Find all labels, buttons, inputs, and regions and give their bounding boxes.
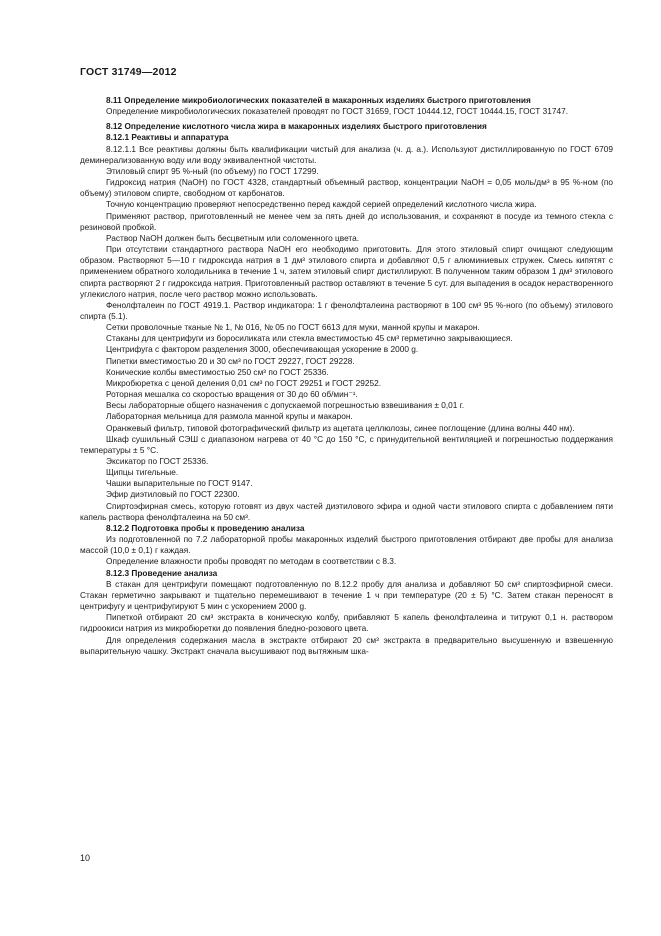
body-paragraph: Эфир диэтиловый по ГОСТ 22300. [106,489,240,500]
body-paragraph: 8.12.1.1 Все реактивы должны быть квалификации чистый для анализа (ч. д. а.). Используют дистиллированную по ГОСТ 6709 деминерализованную воду или воду эквивалентной чистоты. [80,143,613,165]
section-heading: 8.12.3 Проведение анализа [106,567,218,578]
body-paragraph: Из подготовленной по 7.2 лабораторной пробы макаронных изделий быстрого приготовления отбирают две пробы для анализа массой (10,0 ± 0,1) г каждая. [80,534,613,556]
body-paragraph: Раствор NaOH должен быть бесцветным или соломенного цвета. [106,232,360,243]
standard-code-header: ГОСТ 31749—2012 [80,66,177,78]
body-paragraph: Для определения содержания масла в экстракте отбирают 20 см³ экстракта в предварительно высушенную и взвешенную выпарительную чашку. Экстракт сначала высушивают под вытяжным шка- [80,634,613,656]
body-paragraph: Гидроксид натрия (NaOH) по ГОСТ 4328, стандартный объемный раствор, концентрации NaOH = 0,05 моль/дм³ в 95 %-ном (по объему) этиловом спирте, свободном от карбонатов. [80,177,613,199]
body-paragraph: Шкаф сушильный СЭШ с диапазоном нагрева от 40 °С до 150 °С, с принудительной вентиляцией и погрешностью поддержания температуры ± 5 °С. [80,433,613,455]
body-paragraph: Точную концентрацию проверяют непосредственно перед каждой серией определений кислотного числа жира. [106,199,537,210]
body-paragraph: Микробюретка с ценой деления 0,01 см³ по ГОСТ 29251 и ГОСТ 29252. [106,377,381,388]
body-paragraph: Стаканы для центрифуги из боросиликата или стекла вместимостью 45 см³ герметично закрывающиеся. [106,333,513,344]
section-heading: 8.12.2 Подготовка пробы к проведению анализа [106,522,305,533]
body-paragraph: Пипеткой отбирают 20 см³ экстракта в коническую колбу, прибавляют 5 капель фенолфталеина и титруют 0,1 н. раствором гидроокиси натрия из микробюретки до появления бледно-розового цвета. [80,612,613,634]
body-paragraph: Спиртоэфирная смесь, которую готовят из двух частей диэтилового эфира и одной части этилового спирта с добавлением пяти капель раствора фенолфталеина на 50 см³. [80,500,613,522]
section-heading: 8.12 Определение кислотного числа жира в макаронных изделиях быстрого приготовления [106,121,487,132]
body-paragraph: В стакан для центрифуги помещают подготовленную по 8.12.2 пробу для анализа и добавляют 50 см³ спиртоэфирной смеси. Стакан герметично закрывают и тщательно перемешивают в течение 1 ч при температуре (20 ± 5) °С. Затем стакан переносят в центрифугу и центрифугируют 5 мин с ускорением 2000 g. [80,578,613,612]
body-paragraph: Сетки проволочные тканые № 1, № 016, № 05 по ГОСТ 6613 для муки, манной крупы и макарон. [106,322,480,333]
body-paragraph: Весы лабораторные общего назначения с допускаемой погрешностью взвешивания ± 0,01 г. [106,400,465,411]
body-paragraph: Центрифуга с фактором разделения 3000, обеспечивающая ускорение в 2000 g. [106,344,419,355]
page-number: 10 [80,853,91,863]
body-paragraph: Применяют раствор, приготовленный не менее чем за пять дней до использования, и сохраняют в посуде из темного стекла с резиновой пробкой. [80,210,613,232]
body-paragraph: Фенолфталеин по ГОСТ 4919.1. Раствор индикатора: 1 г фенолфталеина растворяют в 100 см³ 95 %-ного (по объему) этилового спирта (5.1). [80,299,613,321]
section-heading: 8.12.1 Реактивы и аппаратура [106,132,229,143]
section-heading: 8.11 Определение микробиологических показателей в макаронных изделиях быстрого приготовления [106,95,531,105]
body-paragraph: Определение микробиологических показателей проводят по ГОСТ 31659, ГОСТ 10444.12, ГОСТ 10444.15, ГОСТ 31747. [106,106,568,117]
body-paragraph: Определение влажности пробы проводят по методам в соответствии с 8.3. [106,556,397,567]
body-paragraph: Эксикатор по ГОСТ 25336. [106,456,209,466]
body-paragraph: Роторная мешалка со скоростью вращения от 30 до 60 об/мин⁻¹. [106,389,358,400]
body-paragraph: Пипетки вместимостью 20 и 30 см³ по ГОСТ 29227, ГОСТ 29228. [106,355,355,366]
document-body [80,95,613,657]
body-paragraph: Этиловый спирт 95 %-ный (по объему) по ГОСТ 17299. [106,165,319,176]
body-paragraph: При отсутствии стандартного раствора NaOH его необходимо приготовить. Для этого этиловый спирт очищают следующим образом. Растворяют 5—10 г гидроксида натрия в 1 дм³ этилового спирта и добавляют 0,5 г алюминиевых стружек. Смесь кипятят с применением обратного холодильника в течение 1 ч, затем этиловый спирт дистиллируют. В полученном таким образом 1 дм³ этилового спирта растворяют 2 г гидроксида натрия. Приготовленный раствор оставляют в течение 5 сут. для выпадения в осадок нерастворенного углекислого натрия, после чего раствор можно использовать. [80,244,613,299]
body-paragraph: Конические колбы вместимостью 250 см³ по ГОСТ 25336. [106,366,329,377]
body-paragraph: Оранжевый фильтр, типовой фотографический фильтр из ацетата целлюлозы, синее поглощение (длина волны 440 нм). [106,422,575,433]
body-paragraph: Щипцы тигельные. [106,467,179,478]
body-paragraph: Чашки выпарительные по ГОСТ 9147. [106,478,253,489]
body-paragraph: Лабораторная мельница для размола манной крупы и макарон. [106,411,353,422]
